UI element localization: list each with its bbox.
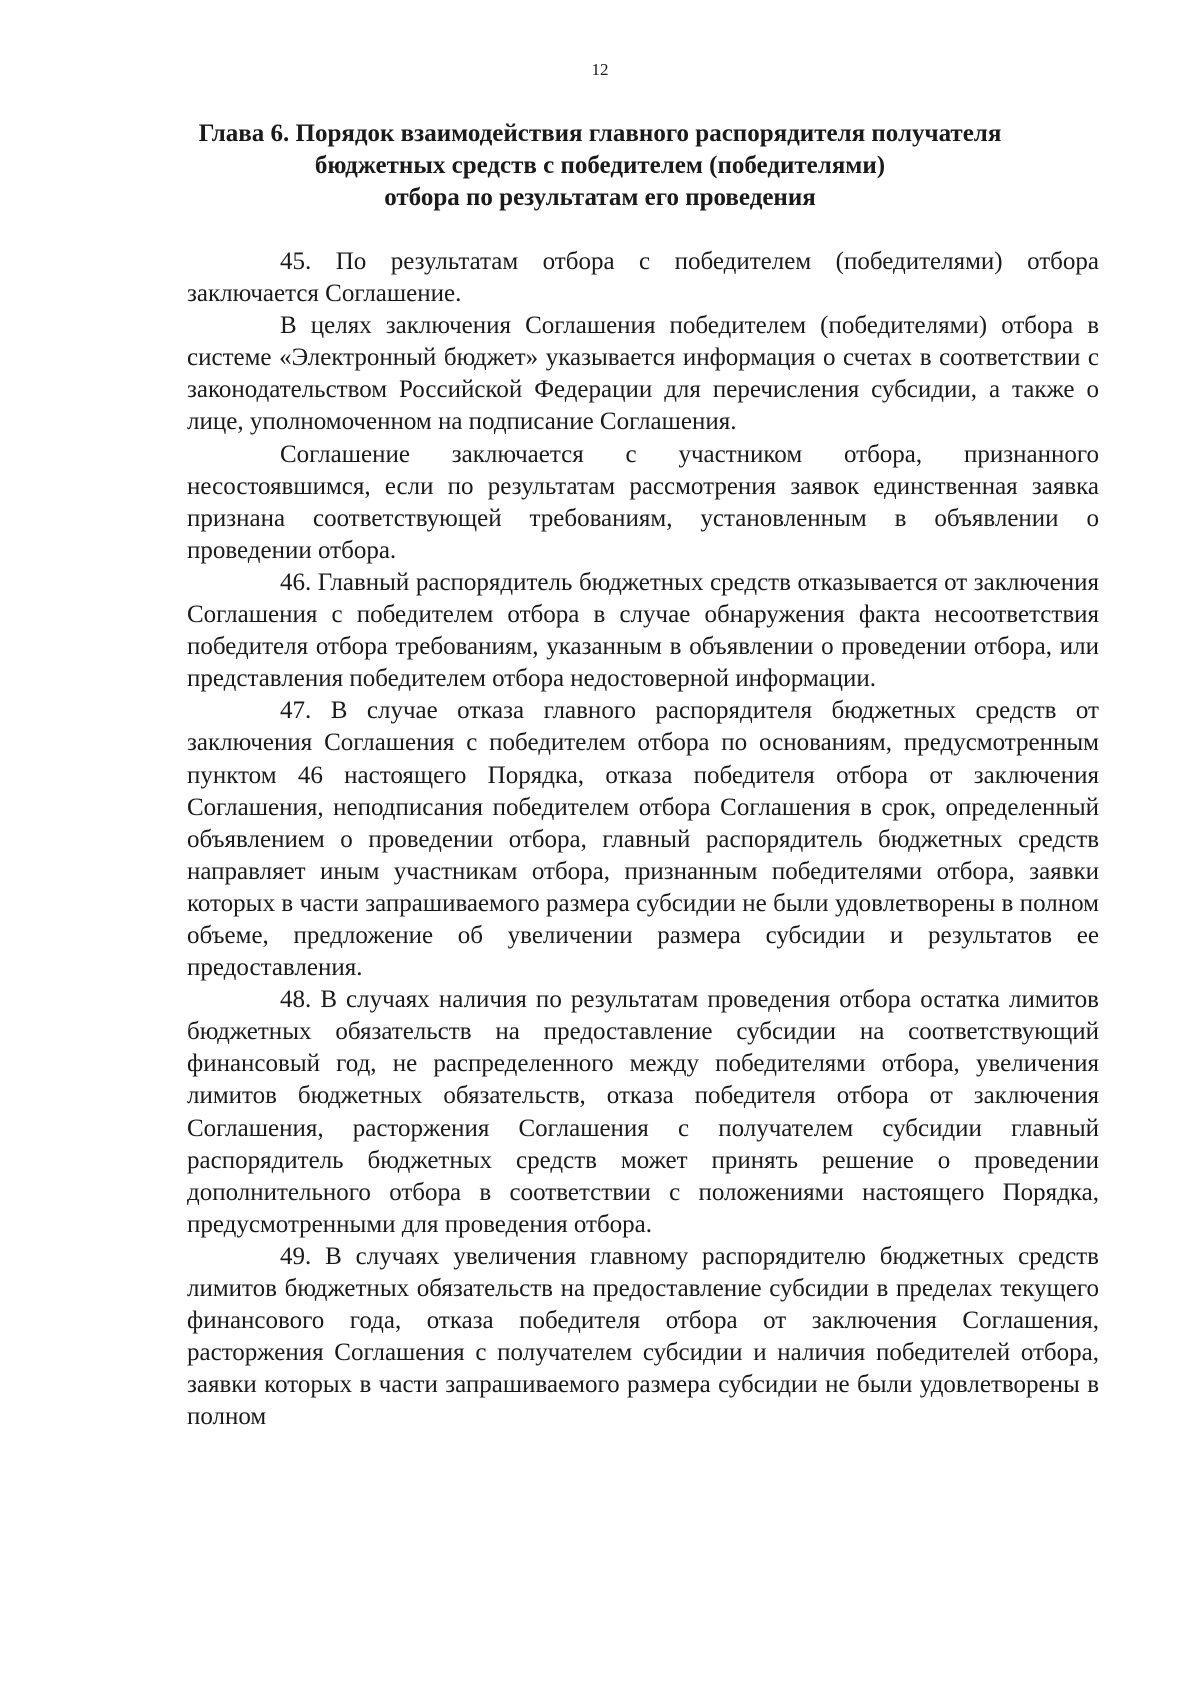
page-number: 12	[591, 60, 609, 79]
chapter-title	[150, 118, 1050, 214]
paragraph-48: 48. В случаях наличия по результатам проведения отбора остатка лимитов бюджетных обязательств на предоставление субсидии на соответствующий финансовый год, не распределенного между победителями отбора, увеличения лимитов бюджетных обязательств, отказа победителя отбора от заключения Соглашения, расторжения Соглашения с получателем субсидии главный распорядитель бюджетных средств может принять решение о проведении дополнительного отбора в соответствии с положениями настоящего Порядка, предусмотренными для проведения отбора.	[187, 986, 1099, 1238]
paragraph-45: 45. По результатам отбора с победителем (победителями) отбора заключается Соглашение.	[187, 248, 1099, 308]
chapter-title-line: бюджетных средств с победителем (победителями)	[314, 152, 886, 179]
chapter-title-line: отбора по результатам его проведения	[384, 184, 816, 211]
chapter-title-line: Глава 6. Порядок взаимодействия главного распорядителя получателя	[198, 120, 1002, 147]
paragraph-45-account-info: В целях заключения Соглашения победителем (победителями) отбора в системе «Электронный бюджет» указывается информация о счетах в соответствии с законодательством Российской Федерации для перечисления субсидии, а также о лице, уполномоченном на подписание Соглашения.	[187, 312, 1099, 436]
paragraph-49: 49. В случаях увеличения главному распорядителю бюджетных средств лимитов бюджетных обязательств на предоставление субсидии в пределах текущего финансового года, отказа победителя отбора от заключения Соглашения, расторжения Соглашения с получателем субсидии и наличия победителей отбора, заявки которых в части запрашиваемого размера субсидии не были удовлетворены в полном	[187, 1242, 1099, 1431]
paragraph-47: 47. В случае отказа главного распорядителя бюджетных средств от заключения Соглашения с победителем отбора по основаниям, предусмотренным пунктом 46 настоящего Порядка, отказа победителя отбора от заключения Соглашения, неподписания победителем отбора Соглашения в срок, определенный объявлением о проведении отбора, главный распорядитель бюджетных средств направляет иным участникам отбора, признанным победителями отбора, заявки которых в части запрашиваемого размера субсидии не были удовлетворены в полном объеме, предложение об увеличении размера субсидии и результатов ее предоставления.	[187, 697, 1099, 982]
paragraph-46: 46. Главный распорядитель бюджетных средств отказывается от заключения Соглашения с победителем отбора в случае обнаружения факта несоответствия победителя отбора требованиям, указанным в объявлении о проведении отбора, или представления победителем отбора недостоверной информации.	[187, 568, 1099, 693]
document-body	[187, 246, 1099, 1433]
paragraph-45-single-applicant: Соглашение заключается с участником отбора, признанного несостоявшимся, если по результатам рассмотрения заявок единственная заявка признана соответствующей требованиям, установленным в объявлении о проведении отбора.	[187, 440, 1099, 564]
